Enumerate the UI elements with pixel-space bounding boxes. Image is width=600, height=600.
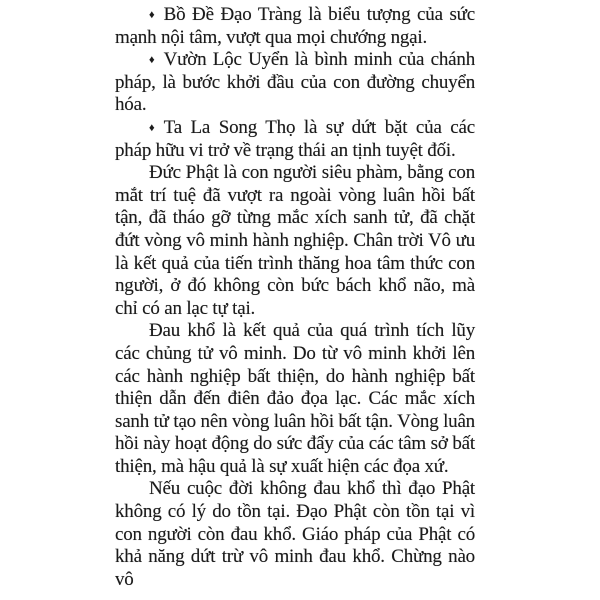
paragraph-text: Bồ Đề Đạo Tràng là biểu tượng của sức mạnh nội tâm, vượt qua mọi chướng ngại. <box>115 4 475 48</box>
body-paragraph <box>115 478 475 591</box>
bullet-paragraph <box>115 49 475 117</box>
paragraph-text: Đức Phật là con người siêu phàm, bằng con mắt trí tuệ đã vượt ra ngoài vòng luân hồi bất tận, đã tháo gỡ từng mắc xích sanh tử, đã chặt đứt vòng vô minh hành nghiệp. Chân trời Vô ưu là kết quả của tiến trình thăng hoa tâm thức con người, ở đó không còn bức bách khổ não, mà chỉ có an lạc tự tại. <box>115 162 475 319</box>
bullet-paragraph <box>115 4 475 49</box>
diamond-bullet-icon: ♦ <box>149 121 155 134</box>
body-paragraph <box>115 162 475 320</box>
paragraph-text: Vườn Lộc Uyển là bình minh của chánh pháp, là bước khởi đầu của con đường chuyển hóa. <box>115 49 475 116</box>
diamond-bullet-icon: ♦ <box>149 9 155 21</box>
paragraph-text: Đau khổ là kết quả của quá trình tích lũy các chủng tử vô minh. Do từ vô minh khởi lên các hành nghiệp bất thiện, do hành nghiệp bất thiện dẫn đến điên đảo đọa lạc. Các mắc xích sanh tử tạo nên vòng luân hồi bất tận. Vòng luân hồi này hoạt động do sức đẩy của các tâm sở bất thiện, mà hậu quả là sự xuất hiện các đọa xứ. <box>115 320 475 477</box>
paragraph-text: Ta La Song Thọ là sự dứt bặt của các pháp hữu vi trở về trạng thái an tịnh tuyệt đối. <box>115 116 475 161</box>
page-text-block <box>115 4 475 591</box>
paragraph-text: Nếu cuộc đời không đau khổ thì đạo Phật không có lý do tồn tại. Đạo Phật còn tồn tại vì con người còn đau khổ. Giáo pháp của Phật có khả năng dứt trừ vô minh đau khổ. Chừng nào vô <box>115 478 475 590</box>
bullet-paragraph <box>115 117 475 162</box>
diamond-bullet-icon: ♦ <box>149 54 155 67</box>
body-paragraph <box>115 320 475 478</box>
